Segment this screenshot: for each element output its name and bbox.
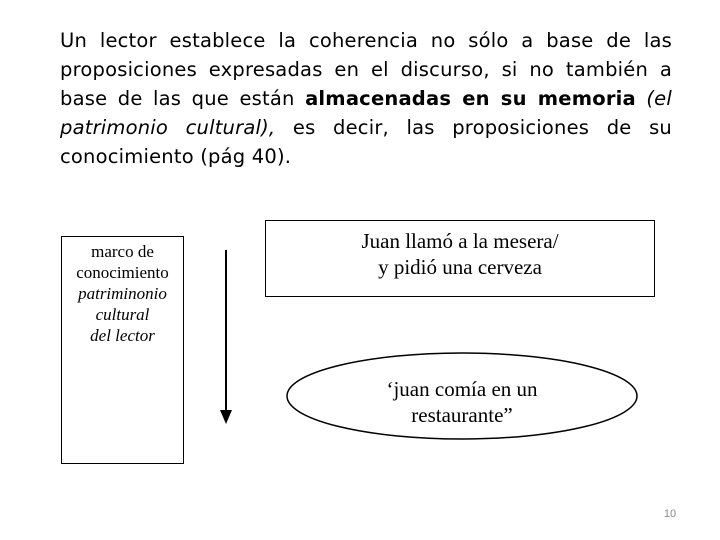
inference-text: [286, 376, 638, 428]
sentence-line-2: y pidió una cerveza: [378, 255, 542, 279]
page-number: 10: [663, 508, 677, 520]
frame-line-3: patriminonio: [78, 284, 167, 303]
sentence-box: [265, 220, 655, 297]
sentence-line-1: Juan llamó a la mesera/: [361, 229, 559, 253]
paragraph-text-1: Un lector establece la coherencia no sólo a base de las proposiciones expresadas en el discurso, si no también a base de las que están: [60, 29, 672, 110]
frame-line-4: cultural: [95, 305, 150, 324]
paragraph-space: [636, 87, 647, 110]
paragraph-text-2: es decir, las proposiciones de su conocimiento (pág 40).: [60, 116, 672, 168]
main-paragraph: [60, 26, 672, 171]
paragraph-italic-text: (el patrimonio cultural),: [60, 87, 672, 139]
frame-line-1: marco de: [91, 242, 154, 261]
frame-line-5: del lector: [90, 326, 155, 345]
paragraph-bold-text: almacenadas en su memoria: [305, 87, 636, 110]
down-arrow: [215, 248, 237, 428]
arrow-head: [220, 410, 232, 424]
knowledge-frame-box: [61, 236, 184, 464]
frame-line-2: conocimiento: [76, 263, 169, 282]
inference-line-1: ‘juan comía en un: [386, 377, 538, 401]
inference-line-2: restaurante”: [411, 403, 513, 427]
